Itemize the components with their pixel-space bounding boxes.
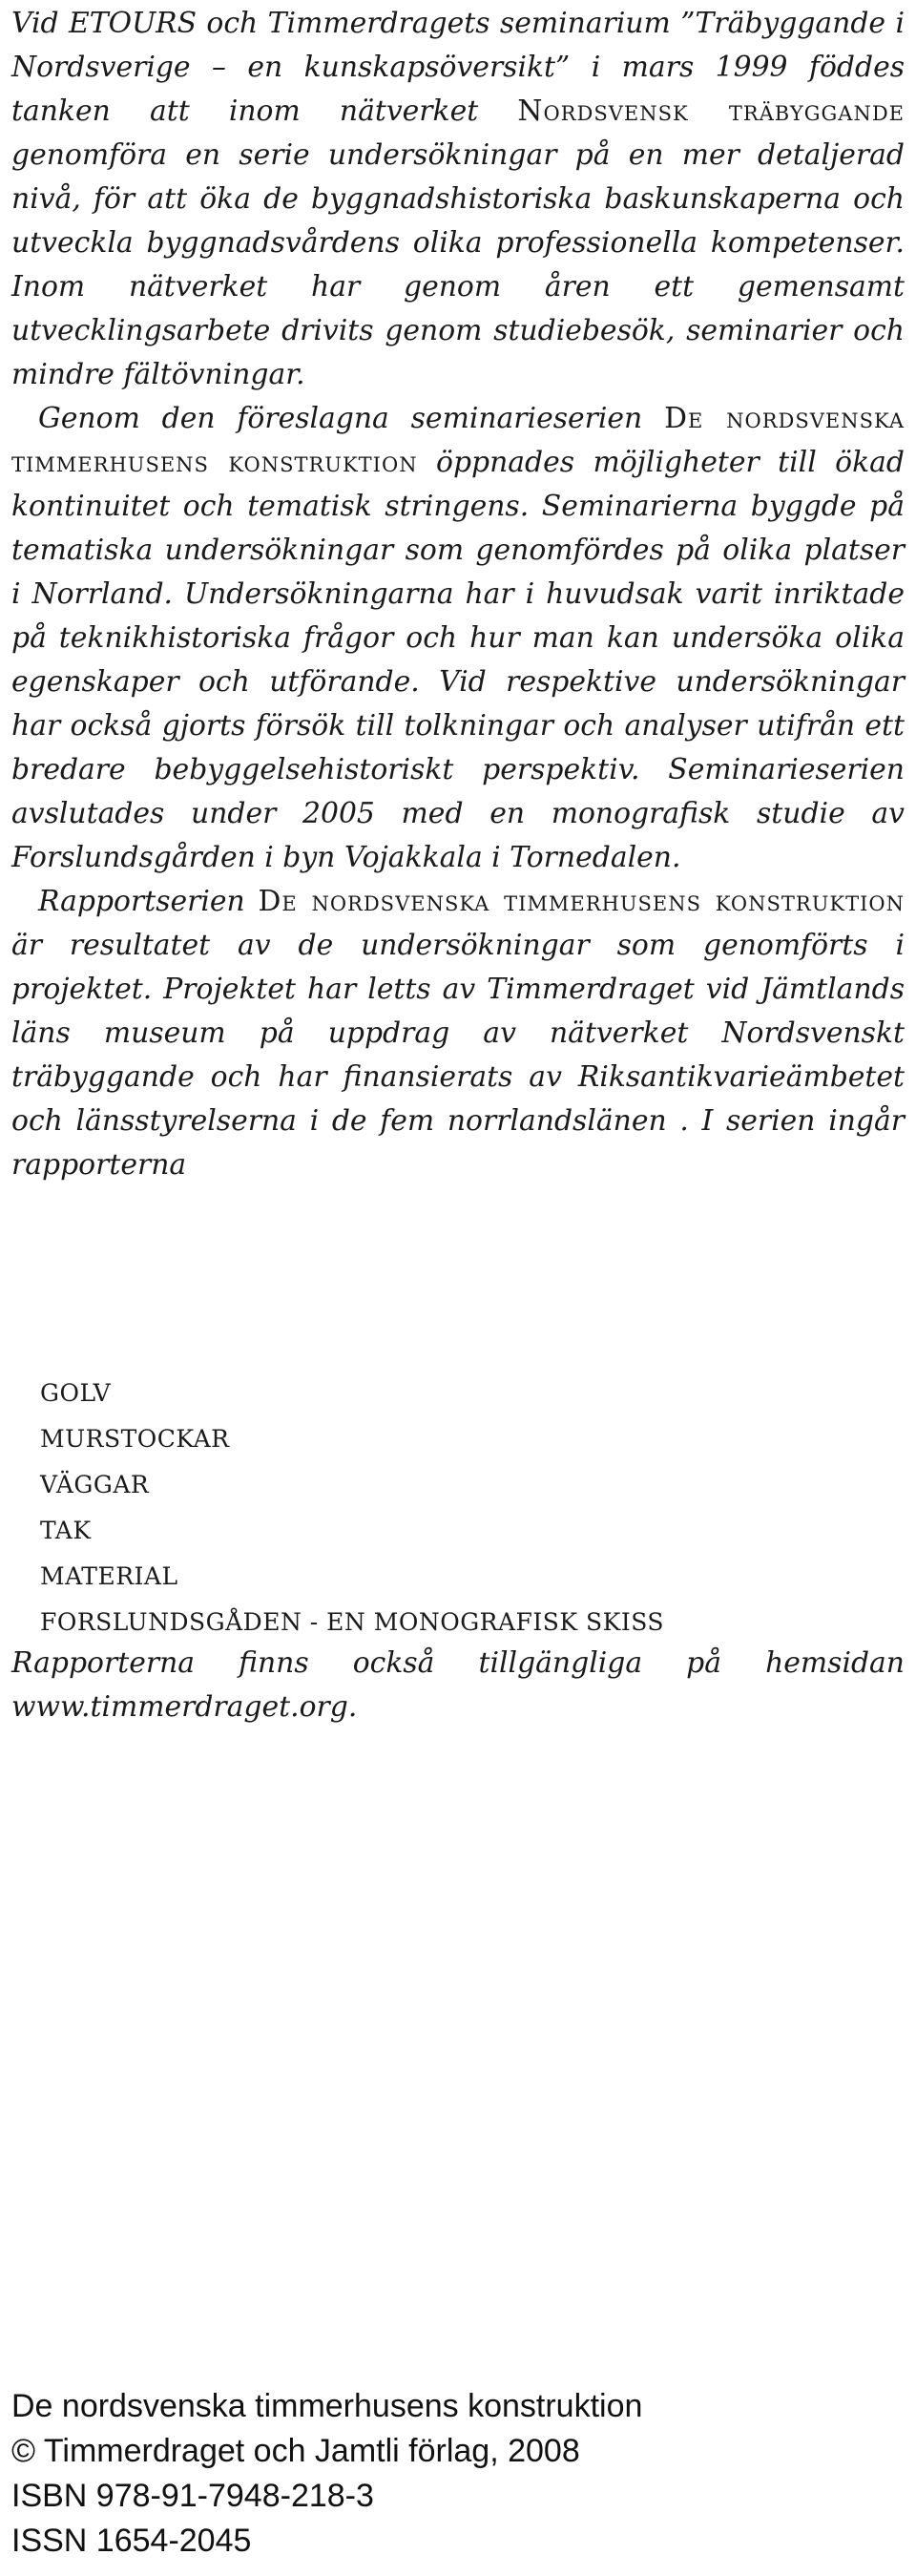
- network-name: Nordsvensk träbyggande: [517, 94, 905, 128]
- colophon-title: De nordsvenska timmerhusens konstruktion: [11, 2388, 643, 2424]
- website-note: Rapporterna finns också tillgängliga på hemsidan www.timmerdraget.org.: [11, 1646, 905, 1724]
- paragraph-report-series: [11, 880, 905, 1187]
- paragraph-origin-text-b: genomföra en serie undersökningar på en mer detaljerad nivå, för att öka de byggnadshistoriska baskunskaperna och utveckla byggnadsvårdens olika professionella kompetenser. Inom nätverket har genom åren ett gemensamt utvecklingsarbete drivits genom studiebesök, seminarier och mindre fältövningar.: [11, 138, 905, 391]
- colophon-copyright: © Timmerdraget och Jamtli förlag, 2008: [11, 2433, 580, 2469]
- colophon-issn: ISSN 1654-2045: [11, 2523, 252, 2559]
- report-list: [40, 1371, 905, 1645]
- paragraph-origin: [11, 2, 905, 397]
- colophon-isbn: ISBN 978-91-7948-218-3: [11, 2478, 374, 2514]
- page: [11, 0, 905, 2576]
- report-item-tak: TAK: [40, 1517, 92, 1544]
- paragraph-origin-text-a: Vid ETOURS och Timmerdragets seminarium ”Träbyggande i Nordsverige – en kunskapsöversikt” i mars 1999 föddes tanken att inom nätverket: [11, 7, 905, 128]
- introduction-text: [11, 2, 905, 1187]
- paragraph-seminar-text-a: Genom den föreslagna seminarieserien: [38, 402, 665, 435]
- report-item-forslundsgaden: FORSLUNDSGÅDEN - EN MONOGRAFISK SKISS: [40, 1608, 665, 1636]
- paragraph-report-text-b: är resultatet av de undersökningar som genomförts i projektet. Projektet har letts av Timmerdraget vid Jämtlands läns museum på uppdrag av nätverket Nordsvenskt träbyggande och har finansierats av Riksantikvarieämbetet och länsstyrelserna i de fem norrlandslänen . I serien ingår rapporterna: [11, 929, 905, 1182]
- report-item-murstockar: MURSTOCKAR: [40, 1425, 230, 1453]
- report-series-name: De nordsvenska timmerhusens konstruktion: [258, 885, 905, 918]
- report-item-vaggar: VÄGGAR: [40, 1471, 150, 1498]
- report-item-material: MATERIAL: [40, 1562, 178, 1590]
- report-item-golv: GOLV: [40, 1379, 112, 1407]
- paragraph-report-text-a: Rapportserien: [38, 885, 259, 918]
- series-name: De nordsvenska timmerhusens konstruktion: [11, 402, 905, 479]
- paragraph-seminar-series: [11, 397, 905, 880]
- colophon: [11, 2384, 905, 2564]
- paragraph-seminar-text-b: öppnades möjligheter till ökad kontinuitet och tematisk stringens. Seminarierna byggde på tematiska undersökningar som genomfördes på olika platser i Norrland. Undersökningarna har i huvudsak varit inriktade på teknikhistoriska frågor och hur man kan undersöka olika egenskaper och utförande. Vid respektive undersökningar har också gjorts försök till tolkningar och analyser utifrån ett bredare bebyggelsehistoriskt perspektiv. Seminarieserien avslutades under 2005 med en monografisk studie av Forslundsgården i byn Vojakkala i Tornedalen.: [11, 446, 905, 874]
